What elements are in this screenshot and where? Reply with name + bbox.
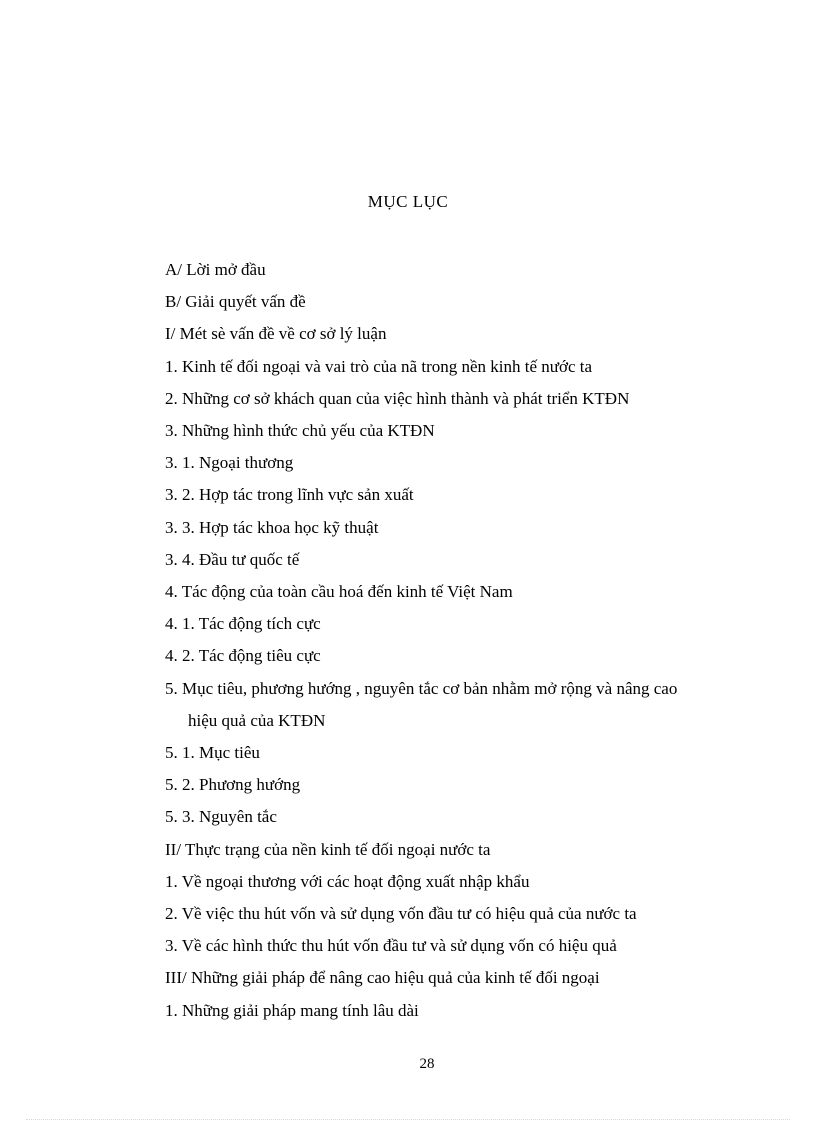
toc-entry: A/ Lời mở đầu xyxy=(165,260,266,279)
toc-entry-continuation: hiệu quả của KTĐN xyxy=(188,710,326,730)
toc-entry: 3. 2. Hợp tác trong lĩnh vực sản xuất xyxy=(165,485,414,505)
toc-entry: 3. 3. Hợp tác khoa học kỹ thuật xyxy=(165,517,379,537)
toc-entry: 5. 2. Phương hướng xyxy=(165,775,301,795)
toc-entry: 1. Về ngoại thương với các hoạt động xuất nhập khẩu xyxy=(165,871,530,891)
page-bottom-divider xyxy=(26,1119,790,1120)
toc-entry: 3. Những hình thức chủ yếu của KTĐN xyxy=(165,421,435,441)
toc-entry: 1. Kinh tế đối ngoại và vai trò của nã trong nền kinh tế nước ta xyxy=(165,356,593,376)
toc-entry: 2. Về việc thu hút vốn và sử dụng vốn đầu tư có hiệu quả của nước ta xyxy=(165,904,637,924)
toc-entry: 1. Những giải pháp mang tính lâu dài xyxy=(165,1000,419,1020)
toc-entry: II/ Thực trạng của nền kinh tế đối ngoại nước ta xyxy=(165,839,491,859)
toc-entry: 3. Về các hình thức thu hút vốn đầu tư và sử dụng vốn có hiệu quả xyxy=(165,936,617,956)
page-number: 28 xyxy=(419,1056,435,1072)
toc-entry: 3. 1. Ngoại thương xyxy=(165,453,294,473)
toc-entry: III/ Những giải pháp để nâng cao hiệu quả của kinh tế đối ngoại xyxy=(165,968,600,988)
toc-entry: 4. 2. Tác động tiêu cực xyxy=(165,646,321,666)
toc-entry: 2. Những cơ sở khách quan của việc hình thành và phát triển KTĐN xyxy=(165,388,630,408)
table-of-contents xyxy=(165,254,765,1027)
toc-entry: I/ Mét sè vấn đề về cơ sở lý luận xyxy=(165,324,387,344)
toc-entry: 4. 1. Tác động tích cực xyxy=(165,614,321,634)
page-title: MỤC LỤC xyxy=(367,192,449,211)
toc-entry: 5. Mục tiêu, phương hướng , nguyên tắc cơ bản nhằm mở rộng và nâng cao xyxy=(165,678,678,698)
toc-entry: B/ Giải quyết vấn đề xyxy=(165,292,306,312)
toc-entry: 5. 3. Nguyên tắc xyxy=(165,807,277,827)
toc-entry: 4. Tác động của toàn cầu hoá đến kinh tế Việt Nam xyxy=(165,582,513,602)
toc-entry: 5. 1. Mục tiêu xyxy=(165,743,260,763)
toc-entry: 3. 4. Đầu tư quốc tế xyxy=(165,549,300,569)
